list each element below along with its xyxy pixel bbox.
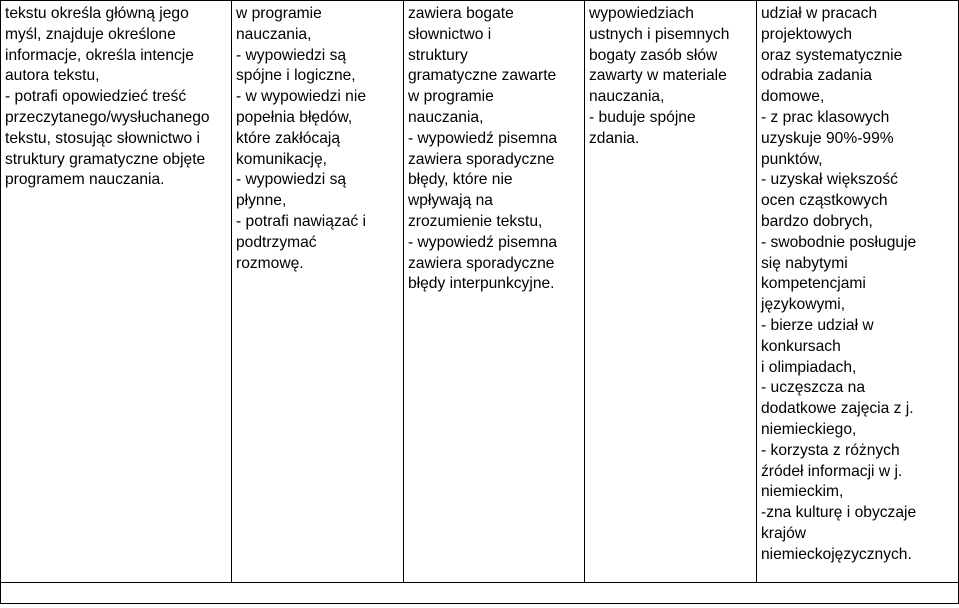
table-cell-reading-comprehension: tekstu określa główną jego myśl, znajduje określone informacje, określa intencje autora tekstu, - potrafi opowiedzieć treść przeczytanego/wysłuchanego tekstu, stosując słownictwo i struktury gramatyczne objęte programem nauczania. bbox=[1, 1, 232, 583]
table-cell-vocabulary: wypowiedziach ustnych i pisemnych bogaty zasób słów zawarty w materiale nauczania, - buduje spójne zdania. bbox=[585, 1, 757, 583]
table-cell-speaking: w programie nauczania, - wypowiedzi są spójne i logiczne, - w wypowiedzi nie popełnia błędów, które zakłócają komunikację, - wypowiedzi są płynne, - potrafi nawiązać i podtrzymać rozmowę. bbox=[232, 1, 404, 583]
table-row bbox=[1, 1, 959, 583]
empty-footer-cell bbox=[1, 583, 959, 604]
table-row bbox=[1, 583, 959, 604]
table-cell-writing: zawiera bogate słownictwo i struktury gramatyczne zawarte w programie nauczania, - wypowiedź pisemna zawiera sporadyczne błędy, które nie wpływają na zrozumienie tekstu, - wypowiedź pisemna zawiera sporadyczne błędy interpunkcyjne. bbox=[404, 1, 585, 583]
table-cell-additional-activity: udział w pracach projektowych oraz systematycznie odrabia zadania domowe, - z prac klasowych uzyskuje 90%-99% punktów, - uzyskał większość ocen cząstkowych bardzo dobrych, - swobodnie posługuje się nabytymi kompetencjami językowymi, - bierze udział w konkursach i olimpiadach, - uczęszcza na dodatkowe zajęcia z j. niemieckiego, - korzysta z różnych źródeł informacji w j. niemieckim, -zna kulturę i obyczaje krajów niemieckojęzycznych. bbox=[757, 1, 959, 583]
